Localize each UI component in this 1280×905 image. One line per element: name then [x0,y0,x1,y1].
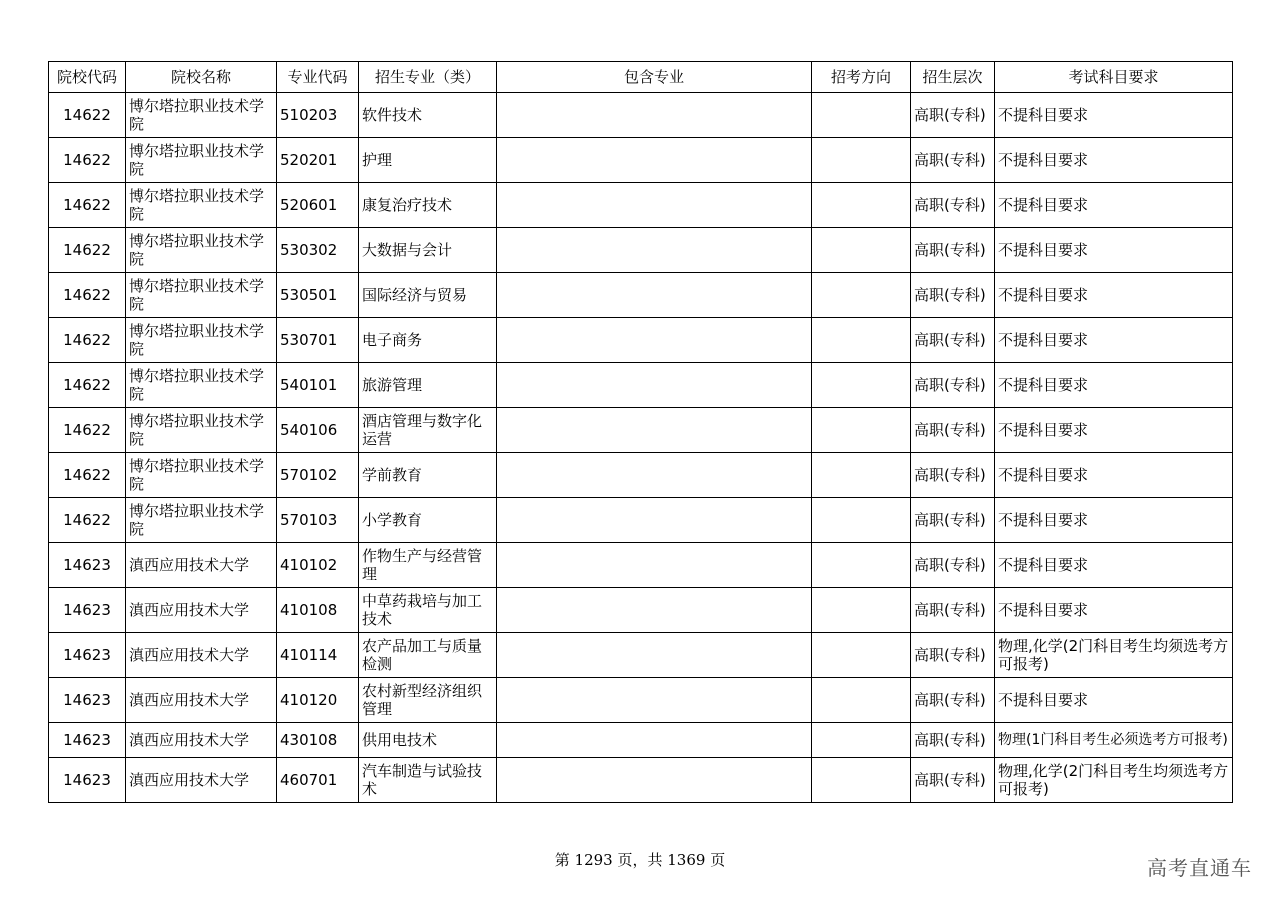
major-code-cell: 410120 [277,678,359,723]
school-name-cell: 滇西应用技术大学 [126,543,277,588]
school-name-cell: 博尔塔拉职业技术学院 [126,273,277,318]
major-code-cell: 540101 [277,363,359,408]
level-cell: 高职(专科) [911,723,995,758]
table-row [49,633,1233,678]
school-name-cell: 博尔塔拉职业技术学院 [126,453,277,498]
direction-cell [812,758,911,803]
major-code-cell: 410102 [277,543,359,588]
school-name-cell: 博尔塔拉职业技术学院 [126,363,277,408]
major-code-cell: 530501 [277,273,359,318]
school-code-cell: 14622 [49,363,126,408]
included-majors-cell [497,633,812,678]
table-row [49,228,1233,273]
requirement-cell: 不提科目要求 [995,228,1233,273]
major-cell: 供用电技术 [359,723,497,758]
school-name-cell: 博尔塔拉职业技术学院 [126,228,277,273]
school-code-cell: 14622 [49,408,126,453]
direction-cell [812,453,911,498]
school-name-cell: 博尔塔拉职业技术学院 [126,93,277,138]
level-cell: 高职(专科) [911,543,995,588]
level-cell: 高职(专科) [911,93,995,138]
table-row [49,318,1233,363]
school-name-cell: 博尔塔拉职业技术学院 [126,408,277,453]
included-majors-cell [497,183,812,228]
page-footer: 第 1293 页，共 1369 页 [554,851,726,869]
school-name-cell: 博尔塔拉职业技术学院 [126,183,277,228]
included-majors-cell [497,408,812,453]
level-cell: 高职(专科) [911,678,995,723]
major-cell: 旅游管理 [359,363,497,408]
table-row [49,678,1233,723]
school-code-cell: 14622 [49,93,126,138]
table-row [49,498,1233,543]
school-name-cell: 滇西应用技术大学 [126,678,277,723]
school-code-cell: 14622 [49,228,126,273]
included-majors-cell [497,498,812,543]
direction-cell [812,93,911,138]
header-direction: 招考方向 [812,62,911,93]
header-included-majors: 包含专业 [497,62,812,93]
major-cell: 酒店管理与数字化运营 [359,408,497,453]
major-code-cell: 540106 [277,408,359,453]
major-code-cell: 410108 [277,588,359,633]
school-code-cell: 14622 [49,318,126,363]
header-major-code: 专业代码 [277,62,359,93]
included-majors-cell [497,588,812,633]
requirement-cell: 不提科目要求 [995,273,1233,318]
major-cell: 国际经济与贸易 [359,273,497,318]
major-cell: 汽车制造与试验技术 [359,758,497,803]
level-cell: 高职(专科) [911,138,995,183]
direction-cell [812,633,911,678]
requirement-cell: 不提科目要求 [995,318,1233,363]
major-cell: 电子商务 [359,318,497,363]
direction-cell [812,588,911,633]
table-row [49,543,1233,588]
school-code-cell: 14622 [49,273,126,318]
table-row [49,758,1233,803]
requirement-cell: 不提科目要求 [995,498,1233,543]
requirement-cell: 物理(1门科目考生必须选考方可报考) [995,723,1233,758]
school-code-cell: 14622 [49,138,126,183]
requirement-cell: 不提科目要求 [995,363,1233,408]
header-school-name: 院校名称 [126,62,277,93]
direction-cell [812,273,911,318]
school-code-cell: 14623 [49,588,126,633]
included-majors-cell [497,363,812,408]
direction-cell [812,318,911,363]
requirement-cell: 不提科目要求 [995,183,1233,228]
major-code-cell: 410114 [277,633,359,678]
header-level: 招生层次 [911,62,995,93]
direction-cell [812,408,911,453]
major-code-cell: 570103 [277,498,359,543]
school-code-cell: 14623 [49,723,126,758]
included-majors-cell [497,318,812,363]
level-cell: 高职(专科) [911,228,995,273]
table-row [49,588,1233,633]
school-code-cell: 14623 [49,633,126,678]
header-school-code: 院校代码 [49,62,126,93]
major-code-cell: 570102 [277,453,359,498]
level-cell: 高职(专科) [911,633,995,678]
direction-cell [812,678,911,723]
included-majors-cell [497,758,812,803]
watermark: 高考直通车 [1147,856,1252,880]
major-cell: 学前教育 [359,453,497,498]
requirement-cell: 不提科目要求 [995,408,1233,453]
school-name-cell: 滇西应用技术大学 [126,723,277,758]
included-majors-cell [497,453,812,498]
major-code-cell: 510203 [277,93,359,138]
included-majors-cell [497,273,812,318]
school-name-cell: 滇西应用技术大学 [126,633,277,678]
major-cell: 小学教育 [359,498,497,543]
level-cell: 高职(专科) [911,273,995,318]
major-cell: 护理 [359,138,497,183]
level-cell: 高职(专科) [911,588,995,633]
major-cell: 康复治疗技术 [359,183,497,228]
table-row [49,183,1233,228]
major-cell: 软件技术 [359,93,497,138]
school-code-cell: 14623 [49,543,126,588]
included-majors-cell [497,93,812,138]
requirement-cell: 不提科目要求 [995,453,1233,498]
requirement-cell: 不提科目要求 [995,543,1233,588]
school-code-cell: 14623 [49,678,126,723]
major-cell: 大数据与会计 [359,228,497,273]
level-cell: 高职(专科) [911,453,995,498]
school-name-cell: 博尔塔拉职业技术学院 [126,138,277,183]
table-row [49,408,1233,453]
level-cell: 高职(专科) [911,758,995,803]
major-cell: 农产品加工与质量检测 [359,633,497,678]
major-code-cell: 430108 [277,723,359,758]
major-cell: 中草药栽培与加工技术 [359,588,497,633]
major-cell: 农村新型经济组织管理 [359,678,497,723]
requirement-cell: 不提科目要求 [995,678,1233,723]
table-row [49,453,1233,498]
major-code-cell: 530701 [277,318,359,363]
level-cell: 高职(专科) [911,498,995,543]
table-row [49,273,1233,318]
major-code-cell: 520201 [277,138,359,183]
included-majors-cell [497,138,812,183]
school-code-cell: 14622 [49,183,126,228]
requirement-cell: 物理,化学(2门科目考生均须选考方可报考) [995,758,1233,803]
included-majors-cell [497,723,812,758]
school-code-cell: 14623 [49,758,126,803]
school-name-cell: 博尔塔拉职业技术学院 [126,498,277,543]
requirement-cell: 物理,化学(2门科目考生均须选考方可报考) [995,633,1233,678]
level-cell: 高职(专科) [911,408,995,453]
major-cell: 作物生产与经营管理 [359,543,497,588]
direction-cell [812,723,911,758]
school-code-cell: 14622 [49,498,126,543]
level-cell: 高职(专科) [911,363,995,408]
table-header-row [49,62,1233,93]
table-row [49,138,1233,183]
included-majors-cell [497,228,812,273]
direction-cell [812,183,911,228]
level-cell: 高职(专科) [911,318,995,363]
table-row [49,363,1233,408]
admissions-table [48,61,1233,803]
table-row [49,723,1233,758]
included-majors-cell [497,543,812,588]
school-name-cell: 博尔塔拉职业技术学院 [126,318,277,363]
school-code-cell: 14622 [49,453,126,498]
direction-cell [812,363,911,408]
requirement-cell: 不提科目要求 [995,93,1233,138]
major-code-cell: 530302 [277,228,359,273]
direction-cell [812,138,911,183]
direction-cell [812,498,911,543]
requirement-cell: 不提科目要求 [995,588,1233,633]
school-name-cell: 滇西应用技术大学 [126,758,277,803]
header-major: 招生专业（类） [359,62,497,93]
direction-cell [812,228,911,273]
major-code-cell: 460701 [277,758,359,803]
table-row [49,93,1233,138]
included-majors-cell [497,678,812,723]
direction-cell [812,543,911,588]
school-name-cell: 滇西应用技术大学 [126,588,277,633]
header-requirement: 考试科目要求 [995,62,1233,93]
requirement-cell: 不提科目要求 [995,138,1233,183]
major-code-cell: 520601 [277,183,359,228]
level-cell: 高职(专科) [911,183,995,228]
